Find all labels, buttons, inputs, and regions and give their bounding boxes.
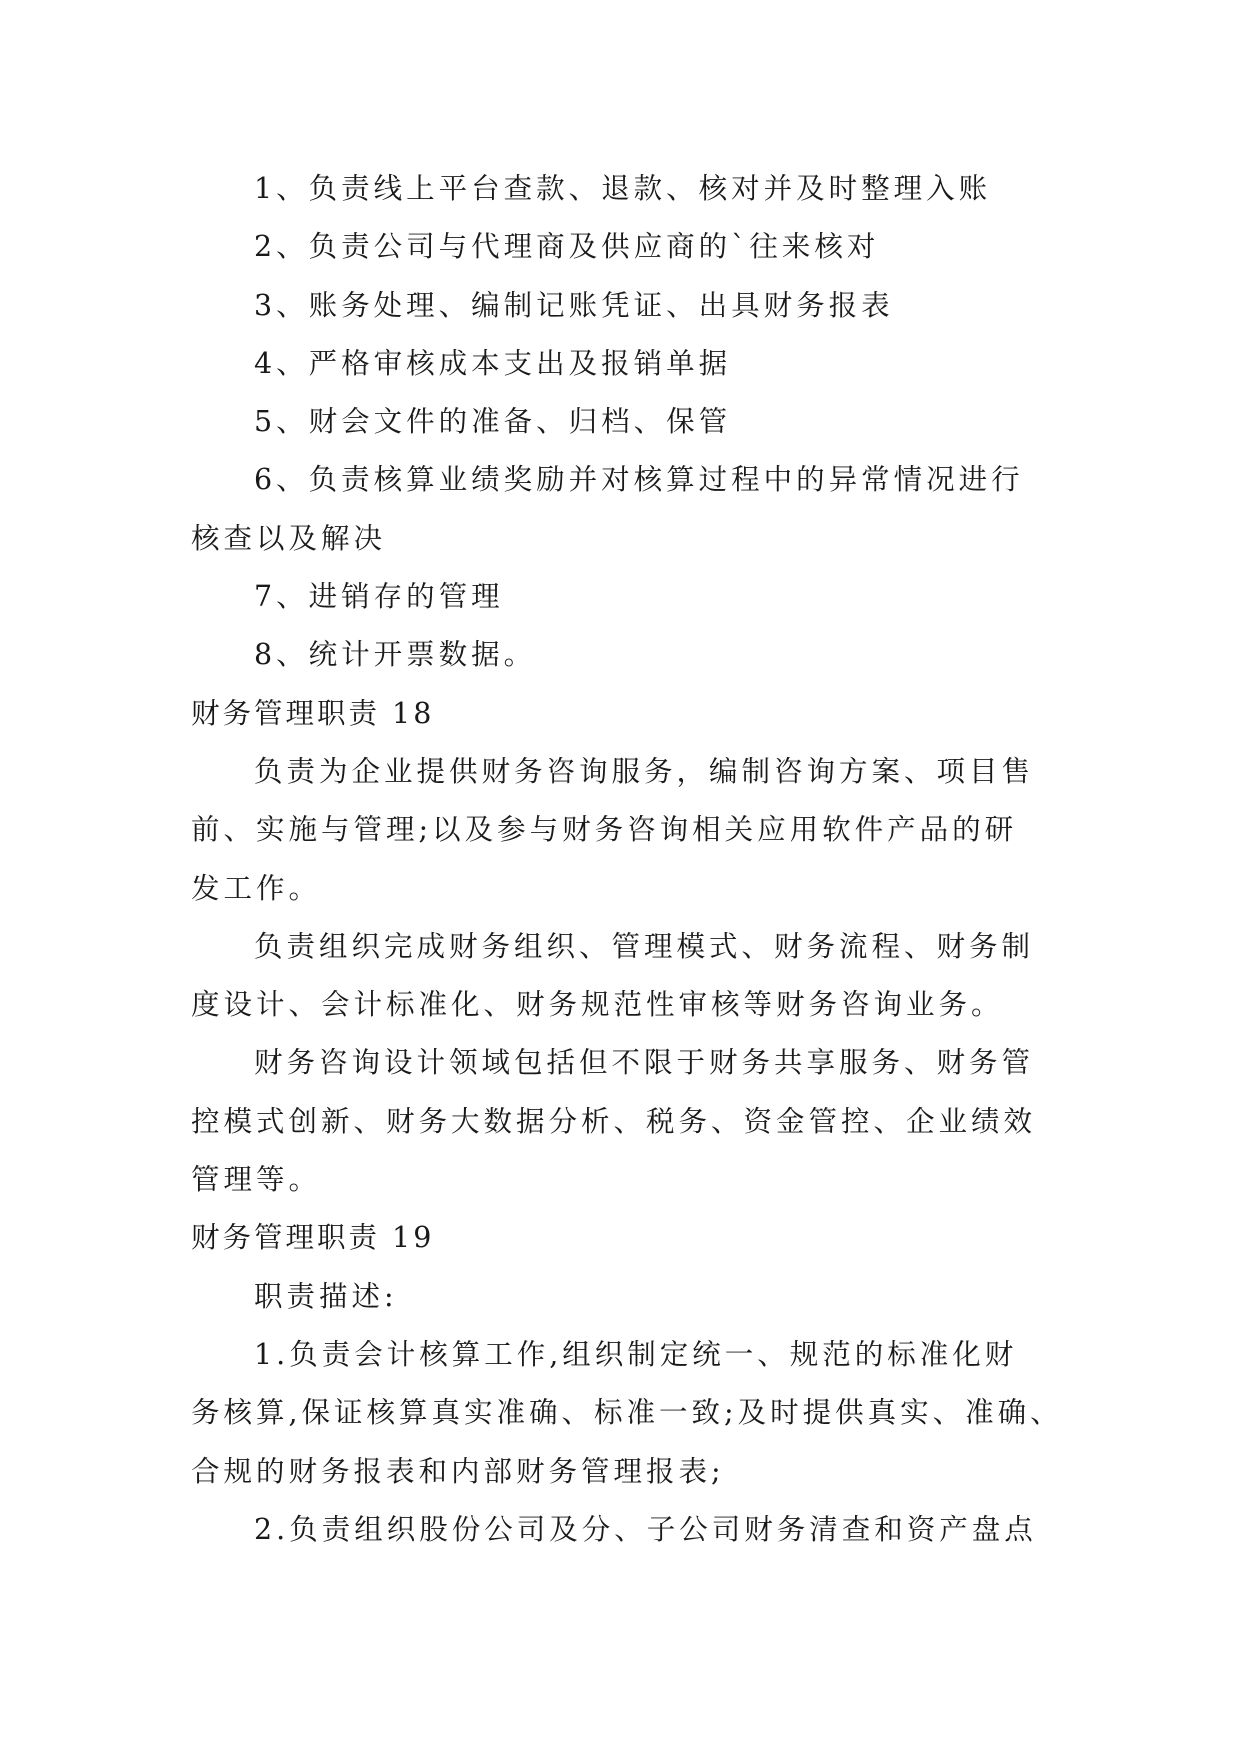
list-item-7: 7、进销存的管理 [254, 580, 504, 614]
list-item-6: 6、负责核算业绩奖励并对核算过程中的异常情况进行 [254, 463, 1024, 497]
section-heading-19: 财务管理职责 19 [191, 1221, 435, 1255]
paragraph-line: 2.负责组织股份公司及分、子公司财务清查和资产盘点 [254, 1512, 1037, 1546]
paragraph-line: 前、实施与管理;以及参与财务咨询相关应用软件产品的研 [191, 813, 1018, 847]
paragraph-line: 负责组织完成财务组织、管理模式、财务流程、财务制 [254, 929, 1035, 963]
paragraph-line: 发工作。 [191, 871, 322, 905]
list-item-6-continuation: 核查以及解决 [191, 521, 387, 555]
list-item-2: 2、负责公司与代理商及供应商的`往来核对 [254, 230, 880, 264]
paragraph-line: 财务咨询设计领域包括但不限于财务共享服务、财务管 [254, 1046, 1035, 1080]
paragraph-line: 控模式创新、财务大数据分析、税务、资金管控、企业绩效 [191, 1104, 1037, 1138]
paragraph-line: 度设计、会计标准化、财务规范性审核等财务咨询业务。 [191, 988, 1004, 1022]
list-item-8: 8、统计开票数据。 [254, 638, 537, 672]
document-body [191, 160, 1061, 1559]
paragraph-line: 负责为企业提供财务咨询服务，编制咨询方案、项目售 [254, 754, 1035, 788]
list-item-4: 4、严格审核成本支出及报销单据 [254, 346, 732, 380]
paragraph-line: 务核算,保证核算真实准确、标准一致;及时提供真实、准确、 [191, 1396, 1063, 1430]
list-item-5: 5、财会文件的准备、归档、保管 [254, 405, 732, 439]
section-heading-18: 财务管理职责 18 [191, 696, 435, 730]
paragraph-line: 合规的财务报表和内部财务管理报表; [191, 1454, 725, 1488]
paragraph-line: 1.负责会计核算工作,组织制定统一、规范的标准化财 [254, 1337, 1018, 1371]
paragraph-line: 管理等。 [191, 1163, 322, 1197]
subheading-duty-description: 职责描述: [254, 1279, 398, 1313]
list-item-1: 1、负责线上平台查款、退款、核对并及时整理入账 [254, 172, 992, 205]
list-item-3: 3、账务处理、编制记账凭证、出具财务报表 [254, 288, 894, 322]
